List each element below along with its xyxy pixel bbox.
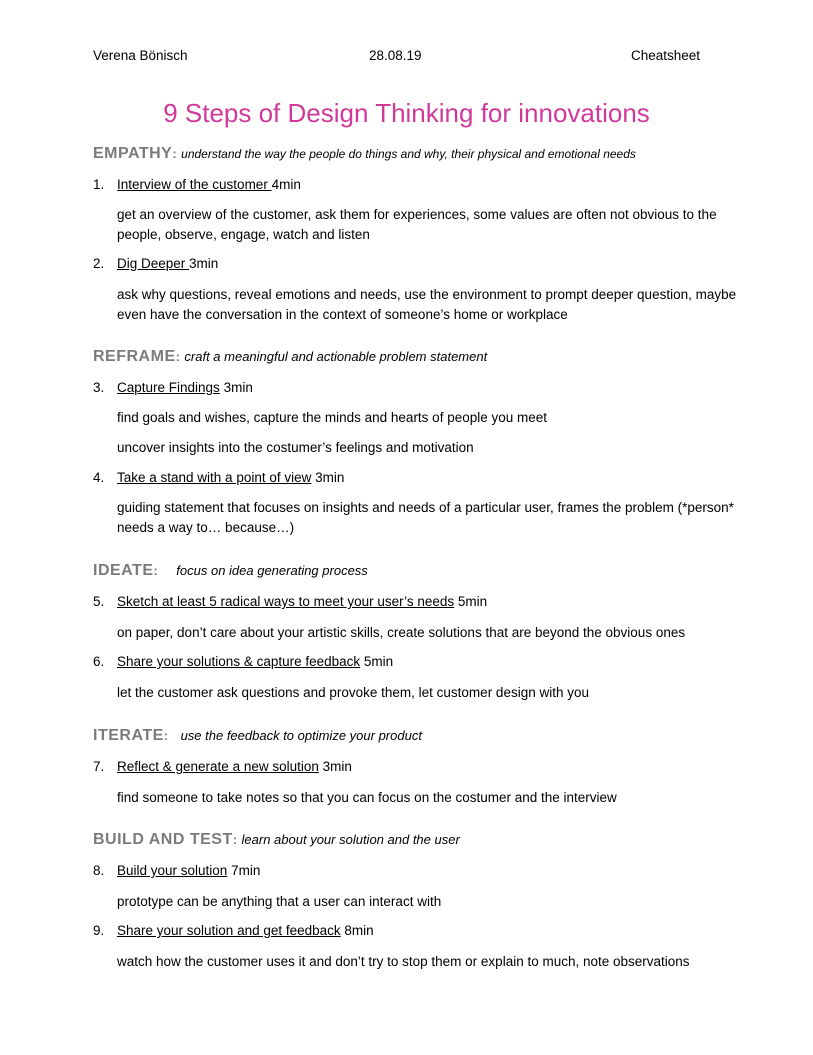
step-number: 7. — [93, 759, 105, 774]
step-8-body — [117, 892, 737, 912]
step-7 — [93, 758, 352, 776]
step-title: Build your solution — [117, 863, 228, 878]
header-doc-type: Cheatsheet — [631, 48, 701, 63]
step-time: 5min — [360, 654, 394, 669]
step-5-body — [117, 623, 737, 643]
section-heading-reframe — [93, 347, 487, 367]
step-time: 5min — [454, 594, 488, 609]
step-time: 3min — [318, 759, 352, 774]
section-name: ITERATE — [93, 727, 164, 744]
step-time: 8min — [340, 923, 374, 938]
section-description: focus on idea generating process — [176, 563, 368, 578]
step-9-body — [117, 952, 757, 972]
step-title: Take a stand with a point of view — [117, 470, 312, 485]
step-number: 8. — [93, 863, 105, 878]
section-name: BUILD AND TEST — [93, 831, 233, 848]
step-title: Interview of the customer — [117, 177, 272, 192]
step-time: 3min — [219, 380, 253, 395]
section-heading-empathy — [93, 144, 636, 164]
step-body-paragraph: watch how the customer uses it and don’t try to stop them or explain to much, note observations — [117, 954, 690, 969]
step-1 — [93, 176, 301, 194]
section-colon: : — [232, 832, 238, 847]
step-number: 9. — [93, 923, 105, 938]
step-body-paragraph: get an overview of the customer, ask them for experiences, some values are often not obvious to the people, observe, engage, watch and listen — [117, 207, 717, 242]
step-body-paragraph: let the customer ask questions and provoke them, let customer design with you — [117, 685, 589, 700]
step-title: Capture Findings — [117, 380, 220, 395]
step-9 — [93, 922, 374, 940]
step-5 — [93, 593, 487, 611]
step-3 — [93, 379, 253, 397]
step-time: 3min — [189, 256, 219, 271]
step-3-body — [117, 408, 737, 428]
step-time: 7min — [227, 863, 261, 878]
step-body-paragraph: prototype can be anything that a user can interact with — [117, 894, 442, 909]
step-8 — [93, 862, 260, 880]
section-name: REFRAME — [93, 348, 176, 365]
section-colon: : — [172, 146, 177, 161]
step-body-paragraph: uncover insights into the costumer’s feelings and motivation — [117, 440, 474, 455]
step-body-paragraph: ask why questions, reveal emotions and needs, use the environment to prompt deeper question, maybe even have the conversation in the context of someone’s home or workplace — [117, 287, 737, 322]
step-title: Reflect & generate a new solution — [117, 759, 319, 774]
step-number: 6. — [93, 654, 105, 669]
section-colon: : — [175, 349, 180, 364]
step-title: Dig Deeper — [117, 256, 190, 271]
step-time: 3min — [311, 470, 345, 485]
section-description: use the feedback to optimize your product — [180, 728, 422, 743]
step-6 — [93, 653, 393, 671]
step-2 — [93, 255, 218, 273]
step-number: 4. — [93, 470, 105, 485]
section-colon: : — [163, 728, 169, 743]
step-number: 2. — [93, 256, 105, 271]
step-number: 3. — [93, 380, 105, 395]
section-description: craft a meaningful and actionable problem statement — [184, 349, 488, 364]
header-author: Verena Bönisch — [93, 48, 188, 63]
step-time: 4min — [271, 177, 301, 192]
step-4-body — [117, 498, 737, 537]
section-name: IDEATE — [93, 562, 154, 579]
step-body-paragraph: find goals and wishes, capture the minds and hearts of people you meet — [117, 410, 548, 425]
step-3-body-2 — [117, 438, 737, 458]
step-4 — [93, 469, 344, 487]
page-title: 9 Steps of Design Thinking for innovations — [163, 98, 650, 128]
step-number: 1. — [93, 177, 105, 192]
section-colon: : — [153, 563, 158, 578]
step-6-body — [117, 683, 737, 703]
step-title: Share your solutions & capture feedback — [117, 654, 361, 669]
step-number: 5. — [93, 594, 105, 609]
section-heading-ideate — [93, 561, 368, 581]
section-heading-iterate — [93, 726, 422, 746]
step-body-paragraph: on paper, don’t care about your artistic skills, create solutions that are beyond the obvious ones — [117, 625, 686, 640]
step-body-paragraph: find someone to take notes so that you can focus on the costumer and the interview — [117, 790, 617, 805]
step-2-body — [117, 285, 737, 324]
section-description: understand the way the people do things and why, their physical and emotional needs — [181, 147, 636, 161]
section-name: EMPATHY — [93, 145, 173, 162]
step-1-body — [117, 205, 737, 244]
section-description: learn about your solution and the user — [241, 832, 460, 847]
step-7-body — [117, 788, 737, 808]
step-body-paragraph: guiding statement that focuses on insights and needs of a particular user, frames the problem (*person* needs a way to… because…) — [117, 500, 734, 535]
section-heading-build-and-test — [93, 830, 460, 850]
step-title: Sketch at least 5 radical ways to meet your user’s needs — [117, 594, 455, 609]
header-date: 28.08.19 — [369, 48, 422, 63]
step-title: Share your solution and get feedback — [117, 923, 341, 938]
